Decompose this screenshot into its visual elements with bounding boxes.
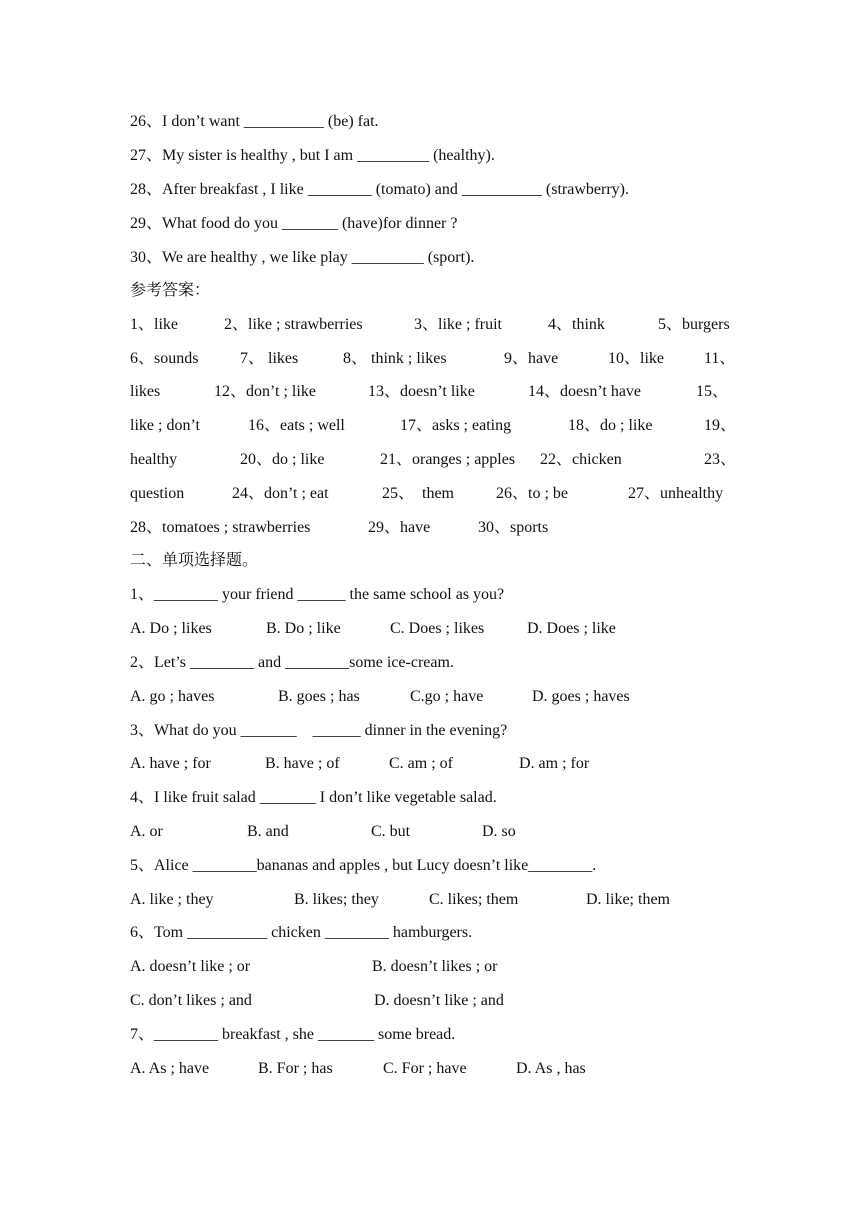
option-b: B. goes ; has [278, 688, 360, 705]
answer-item: 27、unhealthy [628, 485, 724, 502]
fill-question-27: 27、My sister is healthy , but I am _________ (healthy). [130, 147, 495, 164]
mc-options-7 [130, 1058, 730, 1080]
answer-row [130, 449, 737, 471]
fill-question-26: 26、I don’t want __________ (be) fat. [130, 113, 379, 130]
mc-question-2: 2、Let’s ________ and ________some ice-cream. [130, 654, 454, 671]
answer-item: 9、have [504, 350, 559, 367]
answer-item: 13、doesn’t like [368, 383, 475, 400]
option-a: A. As ; have [130, 1060, 210, 1077]
option-d: D. As , has [516, 1060, 586, 1077]
option-a: A. or [130, 823, 163, 840]
answer-item: likes [130, 383, 161, 400]
answer-item: 1、like [130, 316, 178, 333]
answer-item: 2、like ; strawberries [224, 316, 363, 333]
answer-item: 25、 them [382, 485, 454, 502]
answer-item: like ; don’t [130, 417, 200, 434]
option-b: B. doesn’t likes ; or [372, 958, 498, 975]
option-c: C. Does ; likes [390, 620, 485, 637]
option-b: B. For ; has [258, 1060, 333, 1077]
mc-question-7: 7、________ breakfast , she _______ some bread. [130, 1026, 456, 1043]
mc-question-1: 1、________ your friend ______ the same school as you? [130, 586, 505, 603]
fill-question-28: 28、After breakfast , I like ________ (tomato) and __________ (strawberry). [130, 181, 629, 198]
option-d: D. so [482, 823, 516, 840]
answer-item: 10、like [608, 350, 664, 367]
mc-options-2 [130, 686, 730, 708]
answer-item: 26、to ; be [496, 485, 568, 502]
answer-item: 8、 think ; likes [343, 350, 447, 367]
option-c: C. For ; have [383, 1060, 467, 1077]
answer-item: 20、do ; like [240, 451, 325, 468]
answer-item: 19、 [704, 417, 737, 434]
answer-row [130, 348, 736, 370]
option-a: A. Do ; likes [130, 620, 212, 637]
option-c: C.go ; have [410, 688, 484, 705]
answer-row [130, 415, 737, 437]
answer-item: 18、do ; like [568, 417, 653, 434]
answer-item: question [130, 485, 185, 502]
option-c: C. likes; them [429, 891, 519, 908]
answer-item: 7、 likes [240, 350, 299, 367]
section-heading: 二、单项选择题。 [130, 552, 259, 569]
answer-item: 29、have [368, 519, 431, 536]
option-c: C. don’t likes ; and [130, 992, 252, 1009]
answers-heading: 参考答案： [130, 282, 211, 299]
option-d: D. doesn’t like ; and [374, 992, 504, 1009]
answer-item: healthy [130, 451, 178, 468]
mc-options-3 [130, 753, 730, 775]
option-b: B. and [247, 823, 289, 840]
option-b: B. Do ; like [266, 620, 341, 637]
answer-item: 3、like ; fruit [414, 316, 502, 333]
answer-row [130, 381, 732, 403]
mc-options-6b [130, 990, 730, 1012]
answer-row [130, 517, 732, 539]
answer-item: 24、don’t ; eat [232, 485, 329, 502]
answer-row [130, 483, 732, 505]
option-a: A. doesn’t like ; or [130, 958, 251, 975]
answer-item: 5、burgers [658, 316, 730, 333]
option-d: D. Does ; like [527, 620, 616, 637]
mc-options-5 [130, 889, 730, 911]
answer-item: 21、oranges ; apples [380, 451, 516, 468]
answer-row [130, 314, 732, 336]
option-d: D. goes ; haves [532, 688, 630, 705]
option-c: C. but [371, 823, 411, 840]
fill-question-29: 29、What food do you _______ (have)for dinner ? [130, 215, 458, 232]
mc-question-5: 5、Alice ________bananas and apples , but Lucy doesn’t like________. [130, 857, 597, 874]
option-b: B. have ; of [265, 755, 340, 772]
answer-item: 22、chicken [540, 451, 622, 468]
mc-options-4 [130, 821, 730, 843]
option-d: D. like; them [586, 891, 670, 908]
answer-item: 6、sounds [130, 350, 199, 367]
mc-question-4: 4、I like fruit salad _______ I don’t like vegetable salad. [130, 789, 497, 806]
answer-item: 14、doesn’t have [528, 383, 642, 400]
option-a: A. like ; they [130, 891, 214, 908]
answer-item: 28、tomatoes ; strawberries [130, 519, 311, 536]
option-b: B. likes; they [294, 891, 379, 908]
option-d: D. am ; for [519, 755, 590, 772]
answer-item: 15、 [696, 383, 729, 400]
option-c: C. am ; of [389, 755, 453, 772]
answer-item: 12、don’t ; like [214, 383, 316, 400]
answer-item: 17、asks ; eating [400, 417, 512, 434]
answer-item: 16、eats ; well [248, 417, 345, 434]
mc-options-1 [130, 618, 730, 640]
answer-item: 4、think [548, 316, 605, 333]
answer-item: 11、 [704, 350, 736, 367]
mc-options-6a [130, 956, 730, 978]
answer-item: 23、 [704, 451, 737, 468]
mc-question-3: 3、What do you _______ ______ dinner in the evening? [130, 722, 508, 739]
mc-question-6: 6、Tom __________ chicken ________ hamburgers. [130, 924, 473, 941]
option-a: A. have ; for [130, 755, 211, 772]
option-a: A. go ; haves [130, 688, 215, 705]
fill-question-30: 30、We are healthy , we like play _________ (sport). [130, 249, 475, 266]
answer-item: 30、sports [478, 519, 549, 536]
